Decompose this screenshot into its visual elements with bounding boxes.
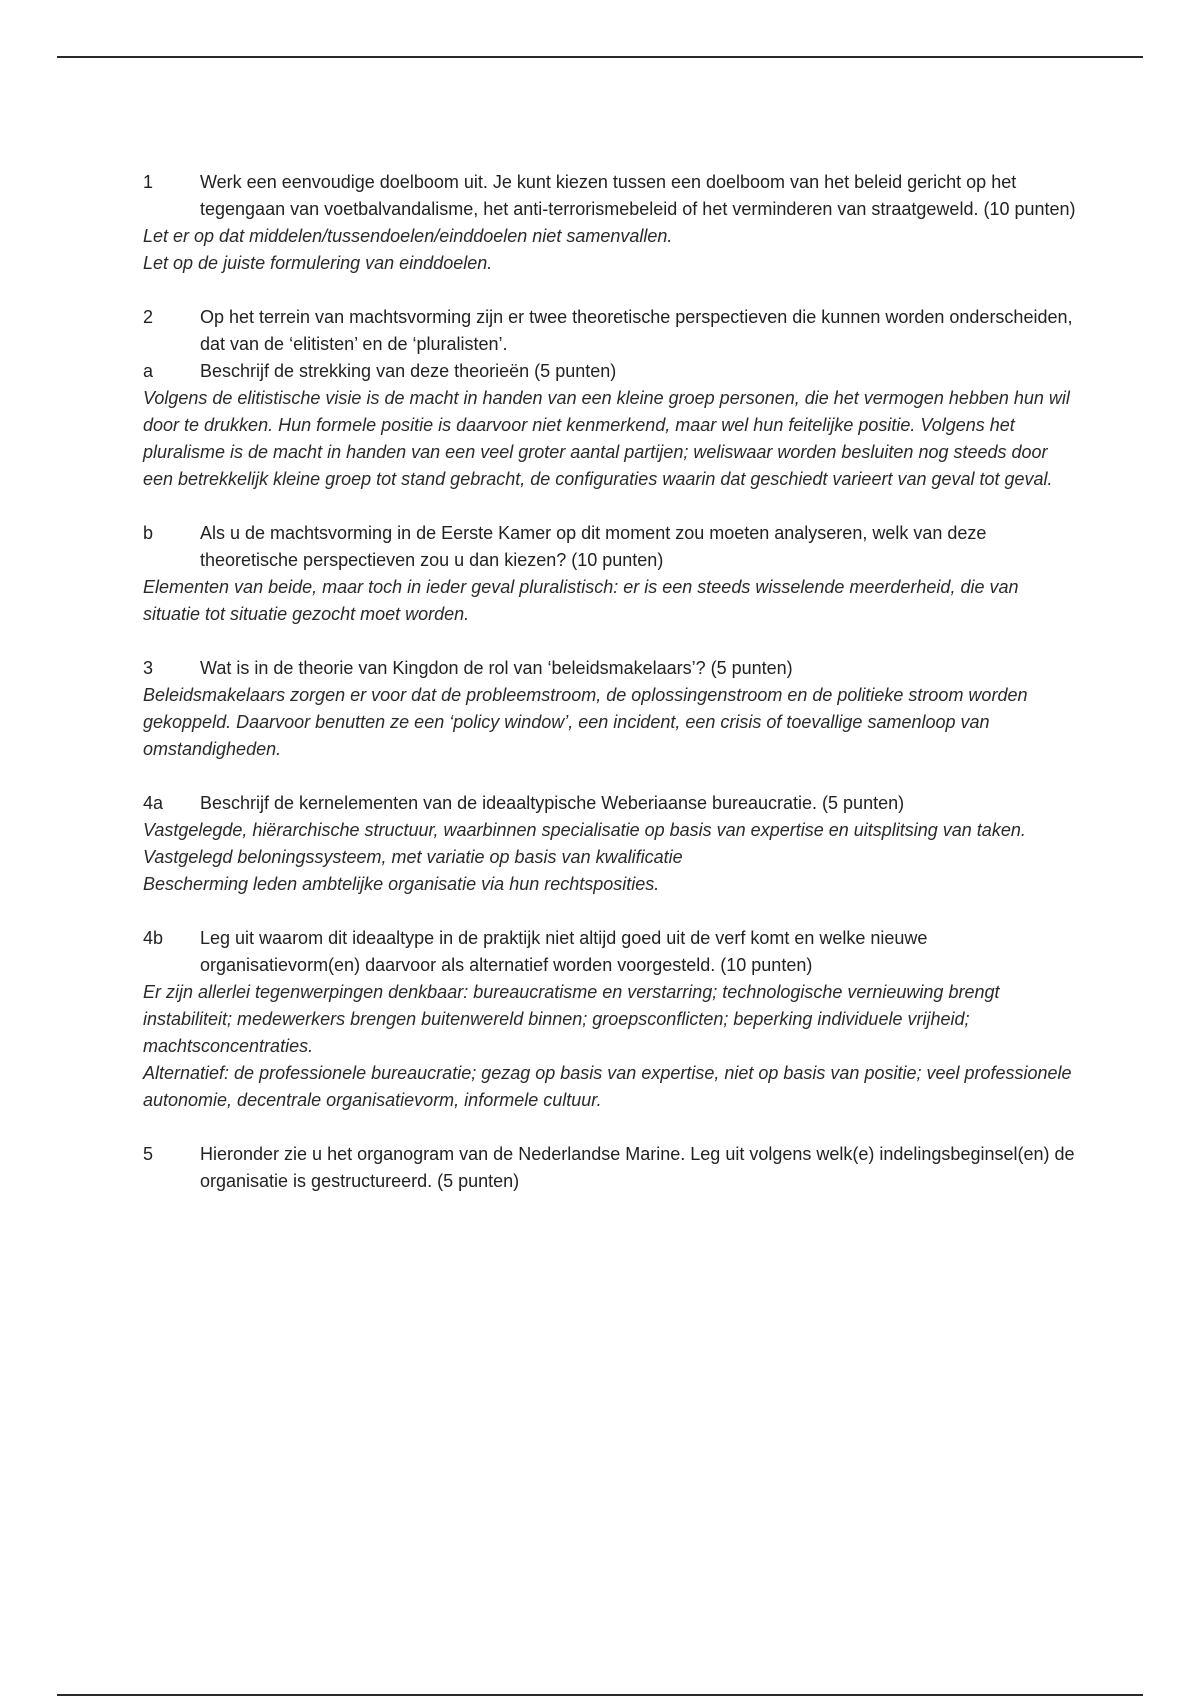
- question-2: [143, 304, 1078, 358]
- question-number: 4b: [143, 928, 164, 948]
- question-number: 2: [143, 307, 154, 327]
- question-5: [143, 1141, 1078, 1195]
- answer-line: Er zijn allerlei tegenwerpingen denkbaar: bureaucratisme en verstarring; technologische vernieuwing brengt instabiliteit; medewerkers brengen buitenwereld binnen; groepsconflicten; beperking individuele vrijheid; machtsconcentraties.: [143, 982, 1000, 1056]
- question-number: 5: [143, 1144, 154, 1164]
- question-2b: [143, 520, 1078, 574]
- header-rule: [57, 56, 1143, 58]
- answer-line: Bescherming leden ambtelijke organisatie via hun rechtsposities.: [143, 874, 660, 894]
- question-text: Als u de machtsvorming in de Eerste Kamer op dit moment zou moeten analyseren, welk van deze theoretische perspectieven zou u dan kiezen? (10 punten): [200, 523, 987, 570]
- question-number: 4a: [143, 793, 164, 813]
- question-3: [143, 655, 1078, 682]
- question-number: 1: [143, 172, 154, 192]
- question-4a: [143, 790, 1078, 817]
- sub-question-text: Beschrijf de strekking van deze theorieën (5 punten): [200, 361, 617, 381]
- answer-2a: [143, 385, 1078, 493]
- exam-content: [143, 169, 1078, 1195]
- answer-line: Volgens de elitistische visie is de macht in handen van een kleine groep personen, die het vermogen hebben hun wil door te drukken. Hun formele positie is daarvoor niet kenmerkend, maar wel hun feitelijke positie. Volgens het pluralisme is de macht in handen van een veel groter aantal partijen; weliswaar worden besluiten nog steeds door een betrekkelijk kleine groep tot stand gebracht, de configuraties waarin dat geschiedt varieert van geval tot geval.: [143, 388, 1070, 489]
- question-number: b: [143, 523, 154, 543]
- answer-line: Let er op dat middelen/tussendoelen/einddoelen niet samenvallen.: [143, 226, 673, 246]
- answer-line: Alternatief: de professionele bureaucratie; gezag op basis van expertise, niet op basis van positie; veel professionele autonomie, decentrale organisatievorm, informele cultuur.: [143, 1063, 1072, 1110]
- question-number: 3: [143, 658, 154, 678]
- question-text: Werk een eenvoudige doelboom uit. Je kunt kiezen tussen een doelboom van het beleid gericht op het tegengaan van voetbalvandalisme, het anti-terrorismebeleid of het verminderen van straatgeweld. (10 punten): [200, 172, 1076, 219]
- footer-rule: [57, 1694, 1143, 1696]
- answer-line: Let op de juiste formulering van einddoelen.: [143, 253, 493, 273]
- answer-4b: [143, 979, 1078, 1114]
- question-text: Hieronder zie u het organogram van de Nederlandse Marine. Leg uit volgens welk(e) indelingsbeginsel(en) de organisatie is gestructureerd. (5 punten): [200, 1144, 1075, 1191]
- question-text: Op het terrein van machtsvorming zijn er twee theoretische perspectieven die kunnen worden onderscheiden, dat van de ‘elitisten’ en de ‘pluralisten’.: [200, 307, 1073, 354]
- question-text: Beschrijf de kernelementen van de ideaaltypische Weberiaanse bureaucratie. (5 punten): [200, 793, 905, 813]
- answer-line: Elementen van beide, maar toch in ieder geval pluralistisch: er is een steeds wisselende meerderheid, die van situatie tot situatie gezocht moet worden.: [143, 577, 1019, 624]
- answer-line: Beleidsmakelaars zorgen er voor dat de probleemstroom, de oplossingenstroom en de politieke stroom worden gekoppeld. Daarvoor benutten ze een ‘policy window’, een incident, een crisis of toevallige samenloop van omstandigheden.: [143, 685, 1028, 759]
- question-text: Leg uit waarom dit ideaaltype in de praktijk niet altijd goed uit de verf komt en welke nieuwe organisatievorm(en) daarvoor als alternatief worden voorgesteld. (10 punten): [200, 928, 928, 975]
- answer-line: Vastgelegd beloningssysteem, met variatie op basis van kwalificatie: [143, 847, 683, 867]
- answer-4a: [143, 817, 1078, 898]
- question-text: Wat is in de theorie van Kingdon de rol van ‘beleidsmakelaars’? (5 punten): [200, 658, 793, 678]
- question-1: [143, 169, 1078, 223]
- sub-question-number: a: [143, 361, 154, 381]
- answer-line: Vastgelegde, hiërarchische structuur, waarbinnen specialisatie op basis van expertise en uitsplitsing van taken.: [143, 820, 1026, 840]
- question-2a: [143, 358, 1078, 385]
- question-4b: [143, 925, 1078, 979]
- answer-3: [143, 682, 1078, 763]
- answer-1: [143, 223, 1078, 277]
- answer-2b: [143, 574, 1078, 628]
